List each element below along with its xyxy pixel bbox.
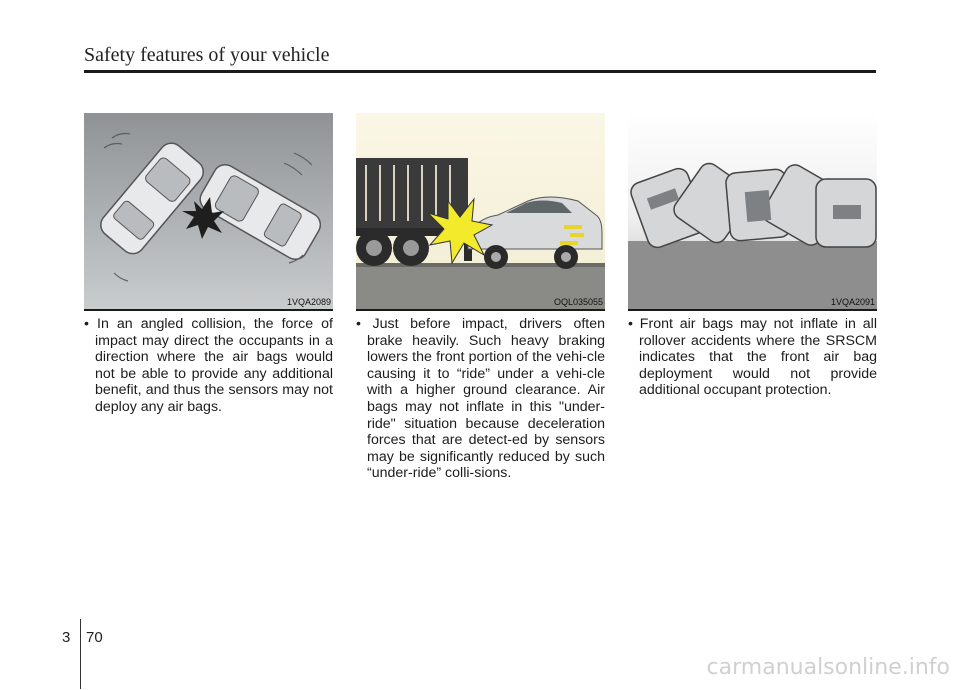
caption-rule bbox=[628, 309, 877, 311]
caption-rule bbox=[84, 309, 333, 311]
figure-code: 1VQA2089 bbox=[286, 297, 331, 307]
caption-rule bbox=[356, 309, 605, 311]
header-rule bbox=[84, 70, 876, 73]
bullet-paragraph: • Front air bags may not inflate in all rollover accidents where the SRSCM indicates that the front air bag deployment would not provide additional occupant protection. bbox=[628, 316, 877, 399]
rollover-illustration bbox=[628, 113, 877, 309]
angled-collision-illustration bbox=[84, 113, 333, 309]
section-number: 3 bbox=[62, 629, 71, 646]
figure-angled-collision bbox=[84, 113, 333, 309]
watermark-text: carmanualsonline.info bbox=[706, 655, 950, 680]
column-text-angled-collision bbox=[84, 316, 333, 416]
column-text-rollover bbox=[628, 316, 877, 399]
footer-divider bbox=[80, 619, 81, 689]
under-ride-illustration bbox=[356, 113, 605, 309]
figure-under-ride bbox=[356, 113, 605, 309]
bullet-paragraph: • In an angled collision, the force of impact may direct the occupants in a direction where the air bags would not be able to provide any additional benefit, and thus the sensors may not deploy any air bags. bbox=[84, 316, 333, 415]
figure-code: 1VQA2091 bbox=[830, 297, 875, 307]
figure-rollover bbox=[628, 113, 877, 309]
figure-code: OQL035055 bbox=[553, 297, 603, 307]
column-text-under-ride bbox=[356, 316, 605, 482]
bullet-paragraph: • Just before impact, drivers often brake heavily. Such heavy braking lowers the front portion of the vehi-cle causing it to “ride” under a vehi-cle with a higher ground clearance. Air bags may not inflate in this "under-ride" situation because deceleration forces that are detect-ed by sensors may be significantly reduced by such “under-ride” colli-sions. bbox=[356, 316, 605, 482]
page-number: 70 bbox=[86, 629, 103, 646]
page-header-title: Safety features of your vehicle bbox=[84, 44, 330, 66]
